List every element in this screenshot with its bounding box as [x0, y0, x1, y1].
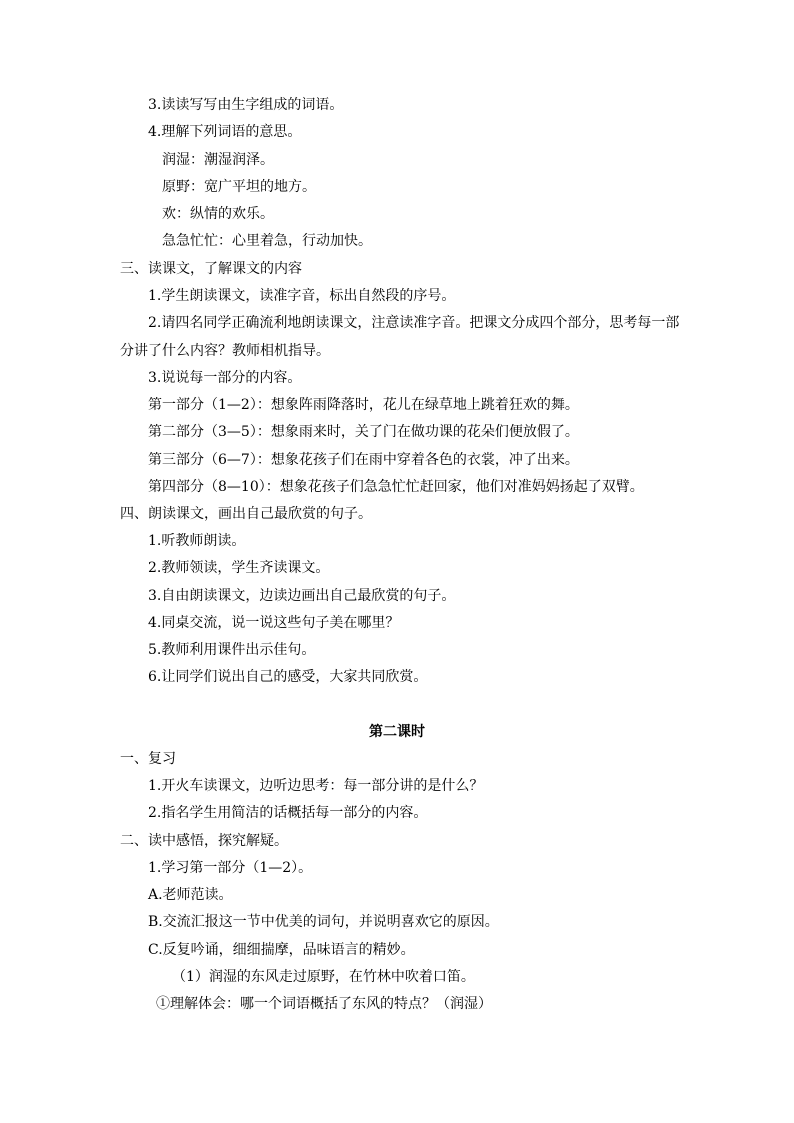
list-item-continuation: 分讲了什么内容？教师相机指导。 — [120, 343, 330, 359]
section-heading: 一、复习 — [120, 751, 176, 767]
word-definition: 欢：纵情的欢乐。 — [162, 206, 274, 222]
list-item: 1.开火车读课文，边听边思考：每一部分讲的是什么？ — [148, 778, 484, 794]
part-summary: 第三部分（6—7）：想象花孩子们在雨中穿着各色的衣裳，冲了出来。 — [148, 452, 579, 468]
list-item: 4.同桌交流，说一说这些句子美在哪里？ — [148, 615, 400, 631]
step-item: B.交流汇报这一节中优美的词句，并说明喜欢它的原因。 — [148, 914, 499, 930]
word-definition: 急急忙忙：心里着急，行动加快。 — [162, 233, 372, 249]
quoted-sentence: （1）润湿的东风走过原野，在竹林中吹着口笛。 — [172, 969, 475, 985]
word-definition: 原野：宽广平坦的地方。 — [162, 179, 316, 195]
list-item: 6.让同学们说出自己的感受，大家共同欣赏。 — [148, 669, 428, 685]
list-item: 3.自由朗读课文，边读边画出自己最欣赏的句子。 — [148, 588, 456, 604]
step-item: A.老师范读。 — [148, 887, 233, 903]
part-summary: 第一部分（1—2）：想象阵雨降落时，花儿在绿草地上跳着狂欢的舞。 — [148, 397, 579, 413]
word-definition: 润湿：潮湿润泽。 — [162, 152, 274, 168]
list-item: 4.理解下列词语的意思。 — [148, 124, 302, 140]
section-heading: 二、读中感悟，探究解疑。 — [120, 833, 288, 849]
list-item: 3.说说每一部分的内容。 — [148, 370, 302, 386]
section-heading: 三、读课文，了解课文的内容 — [120, 261, 302, 277]
comprehension-question: ①理解体会：哪一个词语概括了东风的特点？（润湿） — [156, 996, 492, 1012]
step-item: C.反复吟诵，细细揣摩，品味语言的精妙。 — [148, 942, 415, 958]
list-item: 2.教师领读，学生齐读课文。 — [148, 560, 330, 576]
list-item: 2.请四名同学正确流利地朗读课文，注意读准字音。把课文分成四个部分，思考每一部 — [148, 315, 680, 331]
part-summary: 第二部分（3—5）：想象雨来时，关了门在做功课的花朵们便放假了。 — [148, 424, 579, 440]
part-summary: 第四部分（8—10）：想象花孩子们急急忙忙赶回家，他们对准妈妈扬起了双臂。 — [148, 479, 644, 495]
list-item: 3.读读写写由生字组成的词语。 — [148, 97, 344, 113]
lesson-title: 第二课时 — [369, 724, 425, 740]
list-item: 1.学生朗读课文，读准字音，标出自然段的序号。 — [148, 288, 456, 304]
list-item: 1.学习第一部分（1—2）。 — [148, 860, 313, 876]
list-item: 5.教师利用课件出示佳句。 — [148, 642, 316, 658]
list-item: 2.指名学生用简洁的话概括每一部分的内容。 — [148, 805, 428, 821]
list-item: 1.听教师朗读。 — [148, 533, 246, 549]
section-heading: 四、朗读课文，画出自己最欣赏的句子。 — [120, 506, 372, 522]
